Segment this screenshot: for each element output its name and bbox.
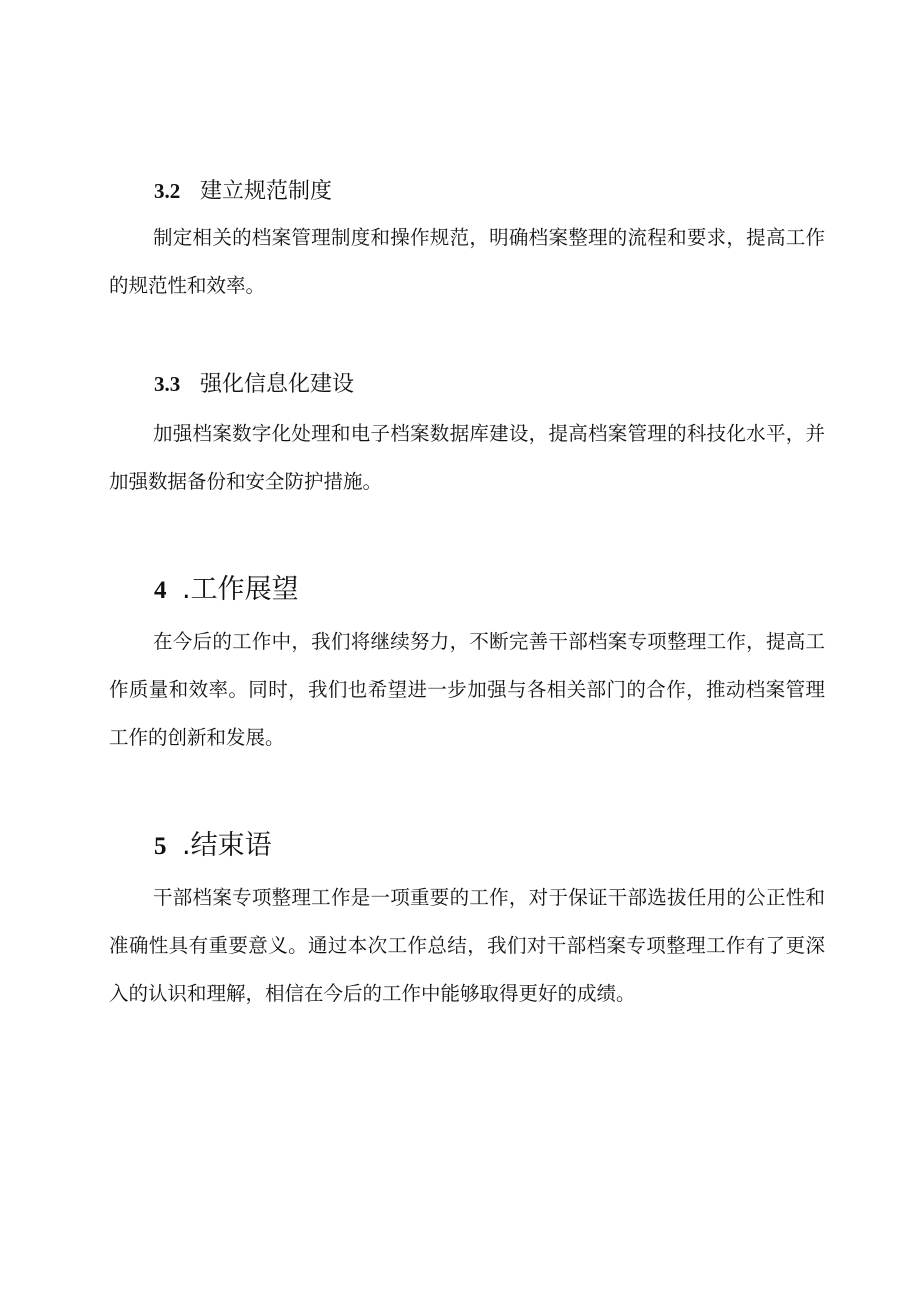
section-title: 建立规范制度 xyxy=(200,179,333,204)
section-paragraph: 干部档案专项整理工作是一项重要的工作，对于保证干部选拔任用的公正性和准确性具有重要意义。通过本次工作总结，我们对干部档案专项整理工作有了更深入的认识和理解，相信在今后的工作中能够取得更好的成绩。 xyxy=(109,886,825,1005)
section-title: .结束语 xyxy=(182,830,272,861)
section-heading-3-2 xyxy=(154,177,332,206)
section-number: 3.3 xyxy=(154,372,181,396)
section-title: 强化信息化建设 xyxy=(200,372,355,397)
section-heading-5 xyxy=(154,829,272,864)
section-number: 4 xyxy=(154,577,167,604)
section-number: 5 xyxy=(154,833,167,860)
section-paragraph: 加强档案数字化处理和电子档案数据库建设，提高档案管理的科技化水平，并加强数据备份和安全防护措施。 xyxy=(109,422,825,493)
section-number: 3.2 xyxy=(154,179,181,203)
section-paragraph: 在今后的工作中，我们将继续努力，不断完善干部档案专项整理工作，提高工作质量和效率。同时，我们也希望进一步加强与各相关部门的合作，推动档案管理工作的创新和发展。 xyxy=(109,630,825,749)
section-paragraph: 制定相关的档案管理制度和操作规范，明确档案整理的流程和要求，提高工作的规范性和效率。 xyxy=(109,226,825,297)
section-heading-3-3 xyxy=(154,370,354,399)
section-title: .工作展望 xyxy=(182,574,299,605)
section-heading-4 xyxy=(154,573,299,608)
